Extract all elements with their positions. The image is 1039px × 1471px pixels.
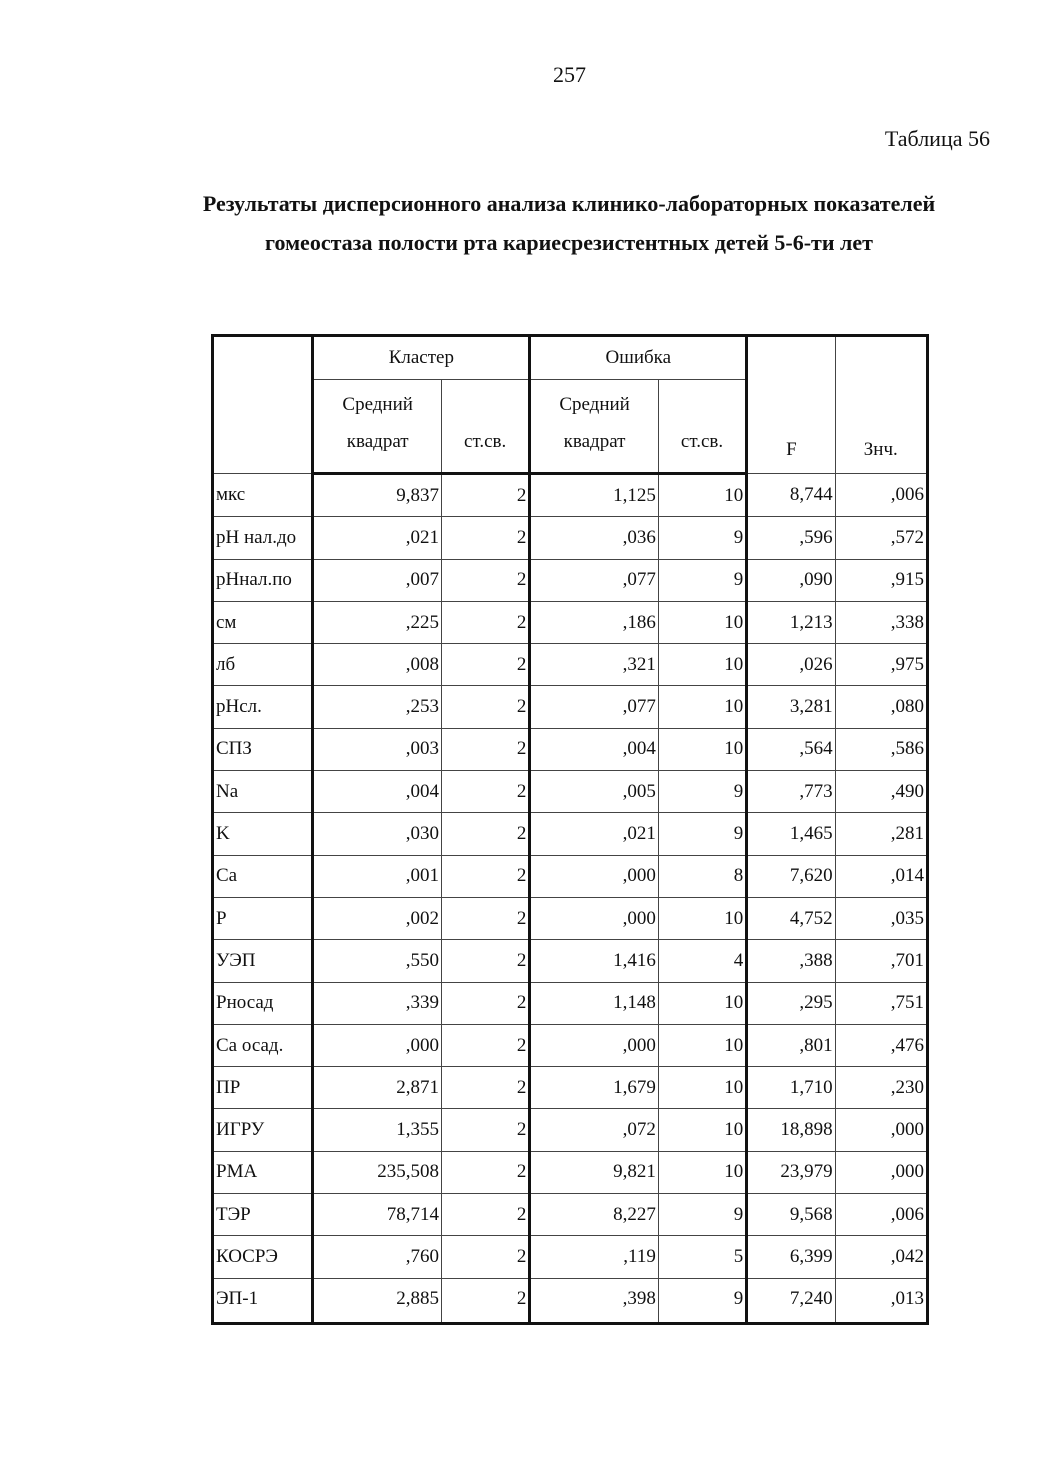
table-title-line-1: Результаты дисперсионного анализа клинико-лабораторных показателей xyxy=(202,191,936,216)
error-mean-square-header xyxy=(530,380,659,474)
error-mean-square-cell: ,004 xyxy=(530,728,659,770)
cluster-mean-square-cell: ,225 xyxy=(313,601,442,643)
cluster-mean-square-header-line-2: квадрат xyxy=(346,431,409,452)
corner-header-cell xyxy=(213,336,313,474)
row-label-cell: ИГРУ xyxy=(213,1109,313,1151)
f-value-cell: 8,744 xyxy=(747,474,835,517)
table-row xyxy=(213,1278,928,1323)
significance-cell: ,042 xyxy=(835,1236,927,1278)
table-row xyxy=(213,517,928,559)
cluster-mean-square-cell: 1,355 xyxy=(313,1109,442,1151)
error-df-cell: 9 xyxy=(658,1194,746,1236)
cluster-mean-square-cell: ,253 xyxy=(313,686,442,728)
row-label-cell: Pносад xyxy=(213,982,313,1024)
significance-cell: ,490 xyxy=(835,771,927,813)
row-label-cell: ПР xyxy=(213,1067,313,1109)
significance-cell: ,751 xyxy=(835,982,927,1024)
f-value-cell: 1,213 xyxy=(747,601,835,643)
table-row xyxy=(213,1236,928,1278)
error-mean-square-cell: ,000 xyxy=(530,1024,659,1066)
f-value-cell: 4,752 xyxy=(747,897,835,939)
cluster-df-cell: 2 xyxy=(441,897,529,939)
cluster-mean-square-cell: ,339 xyxy=(313,982,442,1024)
cluster-df-cell: 2 xyxy=(441,1067,529,1109)
f-value-cell: 3,281 xyxy=(747,686,835,728)
error-df-header: ст.св. xyxy=(658,380,746,474)
cluster-df-cell: 2 xyxy=(441,855,529,897)
cluster-mean-square-cell: ,760 xyxy=(313,1236,442,1278)
cluster-mean-square-header xyxy=(313,380,442,474)
cluster-df-header: ст.св. xyxy=(441,380,529,474)
significance-cell: ,338 xyxy=(835,601,927,643)
cluster-mean-square-cell: ,021 xyxy=(313,517,442,559)
cluster-mean-square-cell: ,030 xyxy=(313,813,442,855)
error-mean-square-cell: ,398 xyxy=(530,1278,659,1323)
cluster-mean-square-cell: 235,508 xyxy=(313,1151,442,1193)
error-mean-square-header-line-1: Средний xyxy=(559,394,630,415)
error-mean-square-cell: 9,821 xyxy=(530,1151,659,1193)
cluster-df-cell: 2 xyxy=(441,474,529,517)
f-value-cell: 9,568 xyxy=(747,1194,835,1236)
row-label-cell: УЭП xyxy=(213,940,313,982)
cluster-df-cell: 2 xyxy=(441,1151,529,1193)
error-df-cell: 8 xyxy=(658,855,746,897)
significance-cell: ,000 xyxy=(835,1109,927,1151)
row-label-cell: мкс xyxy=(213,474,313,517)
row-label-cell: pH нал.до xyxy=(213,517,313,559)
cluster-group-header: Кластер xyxy=(313,336,530,380)
cluster-df-cell: 2 xyxy=(441,1194,529,1236)
f-value-cell: ,773 xyxy=(747,771,835,813)
f-value-cell: ,564 xyxy=(747,728,835,770)
significance-cell: ,000 xyxy=(835,1151,927,1193)
table-row xyxy=(213,728,928,770)
error-df-cell: 10 xyxy=(658,644,746,686)
cluster-mean-square-cell: ,004 xyxy=(313,771,442,813)
error-mean-square-cell: 8,227 xyxy=(530,1194,659,1236)
row-label-cell: см xyxy=(213,601,313,643)
error-group-header: Ошибка xyxy=(530,336,747,380)
error-mean-square-cell: 1,679 xyxy=(530,1067,659,1109)
f-value-cell: 18,898 xyxy=(747,1109,835,1151)
error-mean-square-cell: ,005 xyxy=(530,771,659,813)
significance-cell: ,035 xyxy=(835,897,927,939)
error-df-cell: 10 xyxy=(658,601,746,643)
cluster-df-cell: 2 xyxy=(441,771,529,813)
error-mean-square-cell: ,021 xyxy=(530,813,659,855)
cluster-df-cell: 2 xyxy=(441,517,529,559)
f-column-header: F xyxy=(747,336,835,474)
error-df-cell: 10 xyxy=(658,728,746,770)
cluster-mean-square-header-line-1: Средний xyxy=(342,394,413,415)
error-mean-square-cell: 1,416 xyxy=(530,940,659,982)
cluster-df-cell: 2 xyxy=(441,644,529,686)
significance-cell: ,572 xyxy=(835,517,927,559)
cluster-df-cell: 2 xyxy=(441,940,529,982)
row-label-cell: K xyxy=(213,813,313,855)
table-body xyxy=(213,474,928,1324)
significance-cell: ,230 xyxy=(835,1067,927,1109)
cluster-df-cell: 2 xyxy=(441,601,529,643)
cluster-mean-square-cell: ,007 xyxy=(313,559,442,601)
table-row xyxy=(213,474,928,517)
f-value-cell: ,090 xyxy=(747,559,835,601)
table-title-line-2: гомеостаза полости рта кариесрезистентных детей 5-6-ти лет xyxy=(265,230,873,255)
error-df-cell: 5 xyxy=(658,1236,746,1278)
row-label-cell: pHнал.по xyxy=(213,559,313,601)
significance-cell: ,006 xyxy=(835,474,927,517)
error-mean-square-cell: 1,148 xyxy=(530,982,659,1024)
error-df-cell: 10 xyxy=(658,897,746,939)
table-row xyxy=(213,813,928,855)
error-mean-square-cell: ,077 xyxy=(530,686,659,728)
f-value-cell: ,388 xyxy=(747,940,835,982)
error-df-cell: 9 xyxy=(658,517,746,559)
page-number: 257 xyxy=(553,62,586,87)
table-row xyxy=(213,855,928,897)
cluster-df-cell: 2 xyxy=(441,1024,529,1066)
significance-cell: ,014 xyxy=(835,855,927,897)
table-row xyxy=(213,1067,928,1109)
error-mean-square-cell: ,119 xyxy=(530,1236,659,1278)
error-mean-square-header-line-2: квадрат xyxy=(563,431,626,452)
f-value-cell: 23,979 xyxy=(747,1151,835,1193)
cluster-df-cell: 2 xyxy=(441,686,529,728)
cluster-df-cell: 2 xyxy=(441,559,529,601)
row-label-cell: Ca xyxy=(213,855,313,897)
table-row xyxy=(213,897,928,939)
significance-cell: ,281 xyxy=(835,813,927,855)
cluster-mean-square-cell: 78,714 xyxy=(313,1194,442,1236)
table-row xyxy=(213,601,928,643)
significance-cell: ,080 xyxy=(835,686,927,728)
sig-column-header: Знч. xyxy=(835,336,927,474)
error-mean-square-cell: 1,125 xyxy=(530,474,659,517)
error-df-cell: 10 xyxy=(658,474,746,517)
f-value-cell: 7,240 xyxy=(747,1278,835,1323)
cluster-df-cell: 2 xyxy=(441,813,529,855)
table-row xyxy=(213,1024,928,1066)
error-df-cell: 10 xyxy=(658,1024,746,1066)
error-mean-square-cell: ,077 xyxy=(530,559,659,601)
significance-cell: ,006 xyxy=(835,1194,927,1236)
row-label-cell: ТЭР xyxy=(213,1194,313,1236)
row-label-cell: СПЗ xyxy=(213,728,313,770)
error-df-cell: 10 xyxy=(658,1151,746,1193)
significance-cell: ,975 xyxy=(835,644,927,686)
f-value-cell: 1,465 xyxy=(747,813,835,855)
table-label: Таблица 56 xyxy=(884,126,990,151)
table-row xyxy=(213,771,928,813)
table-row xyxy=(213,686,928,728)
cluster-mean-square-cell: 9,837 xyxy=(313,474,442,517)
row-label-cell: КОСРЭ xyxy=(213,1236,313,1278)
table-row xyxy=(213,1109,928,1151)
cluster-mean-square-cell: ,008 xyxy=(313,644,442,686)
f-value-cell: ,295 xyxy=(747,982,835,1024)
row-label-cell: pHсл. xyxy=(213,686,313,728)
f-value-cell: 6,399 xyxy=(747,1236,835,1278)
cluster-mean-square-cell: ,002 xyxy=(313,897,442,939)
error-df-cell: 9 xyxy=(658,1278,746,1323)
row-label-cell: Na xyxy=(213,771,313,813)
cluster-mean-square-cell: 2,885 xyxy=(313,1278,442,1323)
table-title xyxy=(150,184,988,262)
row-label-cell: лб xyxy=(213,644,313,686)
error-df-cell: 4 xyxy=(658,940,746,982)
cluster-mean-square-cell: ,001 xyxy=(313,855,442,897)
cluster-mean-square-cell: ,550 xyxy=(313,940,442,982)
error-df-cell: 10 xyxy=(658,982,746,1024)
error-df-cell: 9 xyxy=(658,559,746,601)
cluster-df-cell: 2 xyxy=(441,728,529,770)
significance-cell: ,915 xyxy=(835,559,927,601)
row-label-cell: PMA xyxy=(213,1151,313,1193)
f-value-cell: ,026 xyxy=(747,644,835,686)
significance-cell: ,701 xyxy=(835,940,927,982)
error-mean-square-cell: ,072 xyxy=(530,1109,659,1151)
error-df-cell: 9 xyxy=(658,771,746,813)
cluster-mean-square-cell: ,003 xyxy=(313,728,442,770)
row-label-cell: ЭП-1 xyxy=(213,1278,313,1323)
table-row xyxy=(213,1151,928,1193)
table-row xyxy=(213,1194,928,1236)
row-label-cell: P xyxy=(213,897,313,939)
error-mean-square-cell: ,000 xyxy=(530,855,659,897)
cluster-df-cell: 2 xyxy=(441,1278,529,1323)
error-df-cell: 10 xyxy=(658,686,746,728)
cluster-df-cell: 2 xyxy=(441,1109,529,1151)
significance-cell: ,586 xyxy=(835,728,927,770)
f-value-cell: ,596 xyxy=(747,517,835,559)
error-df-cell: 10 xyxy=(658,1109,746,1151)
error-mean-square-cell: ,186 xyxy=(530,601,659,643)
table-row xyxy=(213,982,928,1024)
row-label-cell: Ca осад. xyxy=(213,1024,313,1066)
error-df-cell: 10 xyxy=(658,1067,746,1109)
table-row xyxy=(213,559,928,601)
cluster-mean-square-cell: 2,871 xyxy=(313,1067,442,1109)
f-value-cell: ,801 xyxy=(747,1024,835,1066)
cluster-mean-square-cell: ,000 xyxy=(313,1024,442,1066)
error-mean-square-cell: ,036 xyxy=(530,517,659,559)
f-value-cell: 1,710 xyxy=(747,1067,835,1109)
significance-cell: ,013 xyxy=(835,1278,927,1323)
f-value-cell: 7,620 xyxy=(747,855,835,897)
error-mean-square-cell: ,321 xyxy=(530,644,659,686)
anova-table xyxy=(211,334,929,1325)
table-row xyxy=(213,644,928,686)
cluster-df-cell: 2 xyxy=(441,1236,529,1278)
cluster-df-cell: 2 xyxy=(441,982,529,1024)
error-mean-square-cell: ,000 xyxy=(530,897,659,939)
table-row xyxy=(213,940,928,982)
significance-cell: ,476 xyxy=(835,1024,927,1066)
error-df-cell: 9 xyxy=(658,813,746,855)
